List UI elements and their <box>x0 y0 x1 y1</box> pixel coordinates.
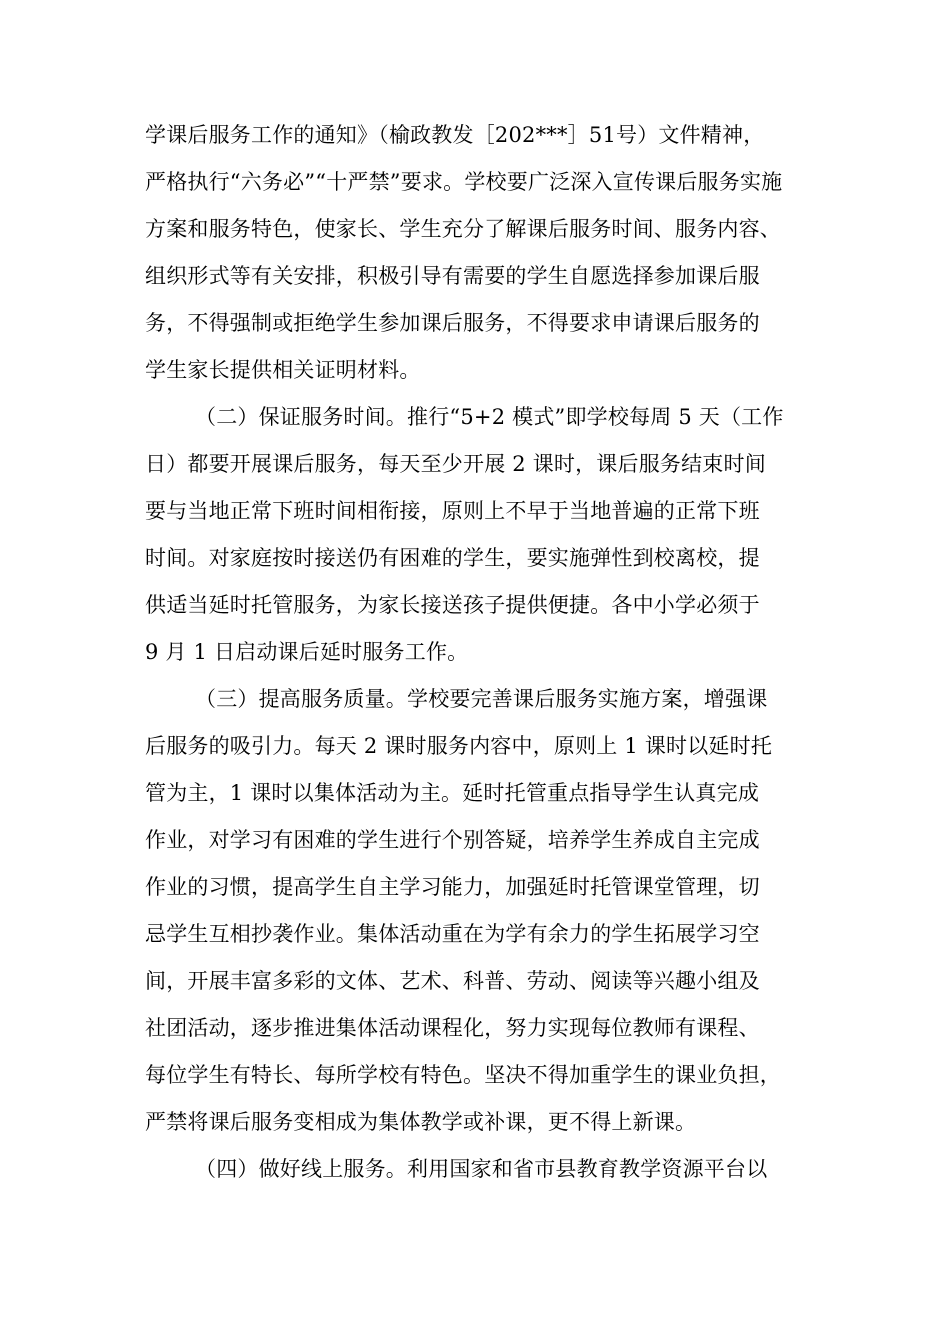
text-line: 方案和服务特色，使家长、学生充分了解课后服务时间、服务内容、 <box>145 217 781 241</box>
text-line: 9 月 1 日启动课后延时服务工作。 <box>145 640 469 664</box>
text-line: 日）都要开展课后服务，每天至少开展 2 课时，课后服务结束时间 <box>145 452 766 476</box>
text-line: 忌学生互相抄袭作业。集体活动重在为学有余力的学生拓展学习空 <box>145 922 760 946</box>
text-line: 供适当延时托管服务，为家长接送孩子提供便捷。各中小学必须于 <box>145 593 760 617</box>
paragraph-heading-line: （四）做好线上服务。利用国家和省市县教育教学资源平台以 <box>195 1157 768 1181</box>
text-line: 作业，对学习有困难的学生进行个别答疑，培养学生养成自主完成 <box>145 828 760 852</box>
text-line: 后服务的吸引力。每天 2 课时服务内容中，原则上 1 课时以延时托 <box>145 734 773 758</box>
text-line: 作业的习惯，提高学生自主学习能力，加强延时托管课堂管理，切 <box>145 875 760 899</box>
text-line: 每位学生有特长、每所学校有特色。坚决不得加重学生的课业负担， <box>145 1063 781 1087</box>
text-line: 间，开展丰富多彩的文体、艺术、科普、劳动、阅读等兴趣小组及 <box>145 969 760 993</box>
text-line: 学生家长提供相关证明材料。 <box>145 358 421 382</box>
text-line: 社团活动，逐步推进集体活动课程化，努力实现每位教师有课程、 <box>145 1016 760 1040</box>
text-line: 务，不得强制或拒绝学生参加课后服务，不得要求申请课后服务的 <box>145 311 760 335</box>
text-line: 时间。对家庭按时接送仍有困难的学生，要实施弹性到校离校，提 <box>145 546 760 570</box>
paragraph-heading-line: （二）保证服务时间。推行“5+2 模式”即学校每周 5 天（工作 <box>195 405 784 429</box>
text-line: 严格执行“六务必”“十严禁”要求。学校要广泛深入宣传课后服务实施 <box>145 170 783 194</box>
document-body <box>145 112 835 1193</box>
text-line: 组织形式等有关安排，积极引导有需要的学生自愿选择参加课后服 <box>145 264 760 288</box>
text-line: 学课后服务工作的通知》（榆政教发［202***］51号）文件精神， <box>145 123 765 147</box>
text-line: 管为主，1 课时以集体活动为主。延时托管重点指导学生认真完成 <box>145 781 760 805</box>
paragraph-heading-line: （三）提高服务质量。学校要完善课后服务实施方案，增强课 <box>195 687 768 711</box>
text-line: 要与当地正常下班时间相衔接，原则上不早于当地普遍的正常下班 <box>145 499 760 523</box>
text-line: 严禁将课后服务变相成为集体教学或补课，更不得上新课。 <box>145 1110 697 1134</box>
